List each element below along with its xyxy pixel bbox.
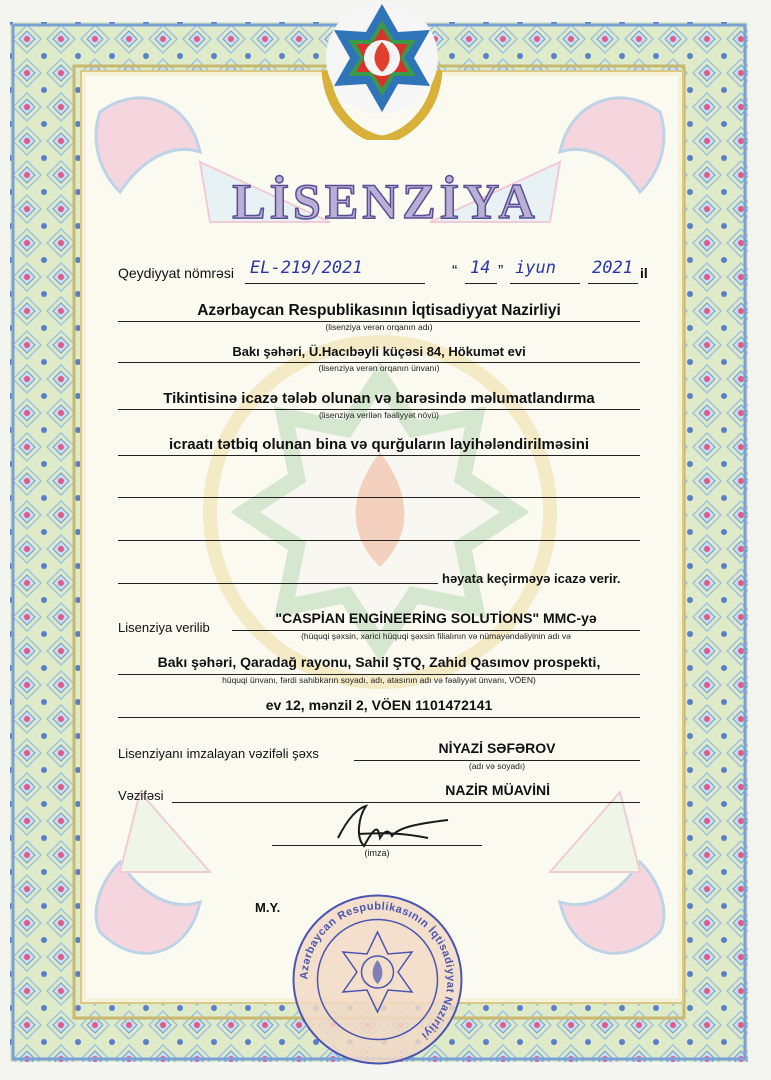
issuer-address: Bakı şəhəri, Ü.Hacıbəyli küçəsi 84, Hökumət evi [232, 344, 526, 359]
licensee-label: Lisenziya verilib [118, 620, 210, 635]
signatory-name: NİYAZİ SƏFƏROV [438, 740, 556, 756]
registration-month: iyun [515, 258, 556, 278]
blank-line-1 [118, 497, 640, 498]
licensee-address-caption: hüquqi ünvanı, fərdi sahibkarın soyadı, adı, atasının adı və fəaliyyət ünvanı, VÖEN) [222, 675, 536, 685]
year-suffix: il [640, 265, 648, 281]
activity-line-1: Tikintisinə icazə tələb olunan və barəsində məlumatlandırma [163, 390, 595, 407]
seal-label: M.Y. [255, 900, 281, 915]
issuer-name: Azərbaycan Respublikasının İqtisadiyyat Nazirliyi [197, 302, 561, 319]
quote-close: ” [498, 263, 504, 280]
stamp-text: Azərbaycan Respublikasının İqtisadiyyat Nazirliyi [298, 900, 457, 1042]
position-label: Vəzifəsi [118, 788, 164, 803]
month-line [510, 283, 580, 284]
licensee-address-1: Bakı şəhəri, Qaradağ rayonu, Sahil ŞTQ, Zahid Qasımov prospekti, [157, 654, 601, 670]
blank-line-3 [118, 583, 438, 584]
activity-line-2: icraatı tətbiq olunan bina və qurğuların layihələndirilməsini [168, 436, 590, 453]
official-stamp [290, 892, 465, 1067]
document-title: LİSENZİYA [232, 173, 539, 229]
licensee-address-2: ev 12, mənzil 2, VÖEN 1101472141 [265, 697, 493, 713]
registration-number-line [245, 283, 425, 284]
signatory-label: Lisenziyanı imzalayan vəzifəli şəxs [118, 746, 319, 761]
registration-label: Qeydiyyat nömrəsi [118, 265, 234, 281]
registration-year: 2021 [592, 258, 633, 278]
signatory-name-caption: (adı və soyadı) [468, 761, 526, 771]
activity-caption: (lisenziya verilən fəaliyyət növü) [319, 410, 439, 420]
issuer-address-caption: (lisenziya verən orqanın ünvanı) [318, 363, 440, 373]
licensee-address-2-rule [118, 717, 640, 718]
state-emblem [318, 0, 446, 140]
signature-line [272, 845, 482, 846]
position-value: NAZİR MÜAVİNİ [445, 782, 550, 798]
permit-text: həyata keçirməyə icazə verir. [442, 571, 621, 586]
blank-line-2 [118, 540, 640, 541]
issuer-name-caption: (lisenziya verən orqanın adı) [325, 322, 433, 332]
year-line [588, 283, 638, 284]
registration-day: 14 [470, 258, 491, 278]
activity-line-2-rule [118, 455, 640, 456]
licensee-name-caption: (hüquqi şəxsin, xarici hüquqi şəxsin filialının və nümayəndəliyinin adı və [301, 631, 571, 641]
registration-number: EL-219/2021 [250, 258, 363, 278]
quote-open: “ [452, 263, 458, 280]
signature-caption: (imza) [364, 848, 390, 858]
day-line [465, 283, 497, 284]
licensee-name: "CASPİAN ENGİNEERİNG SOLUTİONS" MMC-yə [275, 610, 597, 626]
